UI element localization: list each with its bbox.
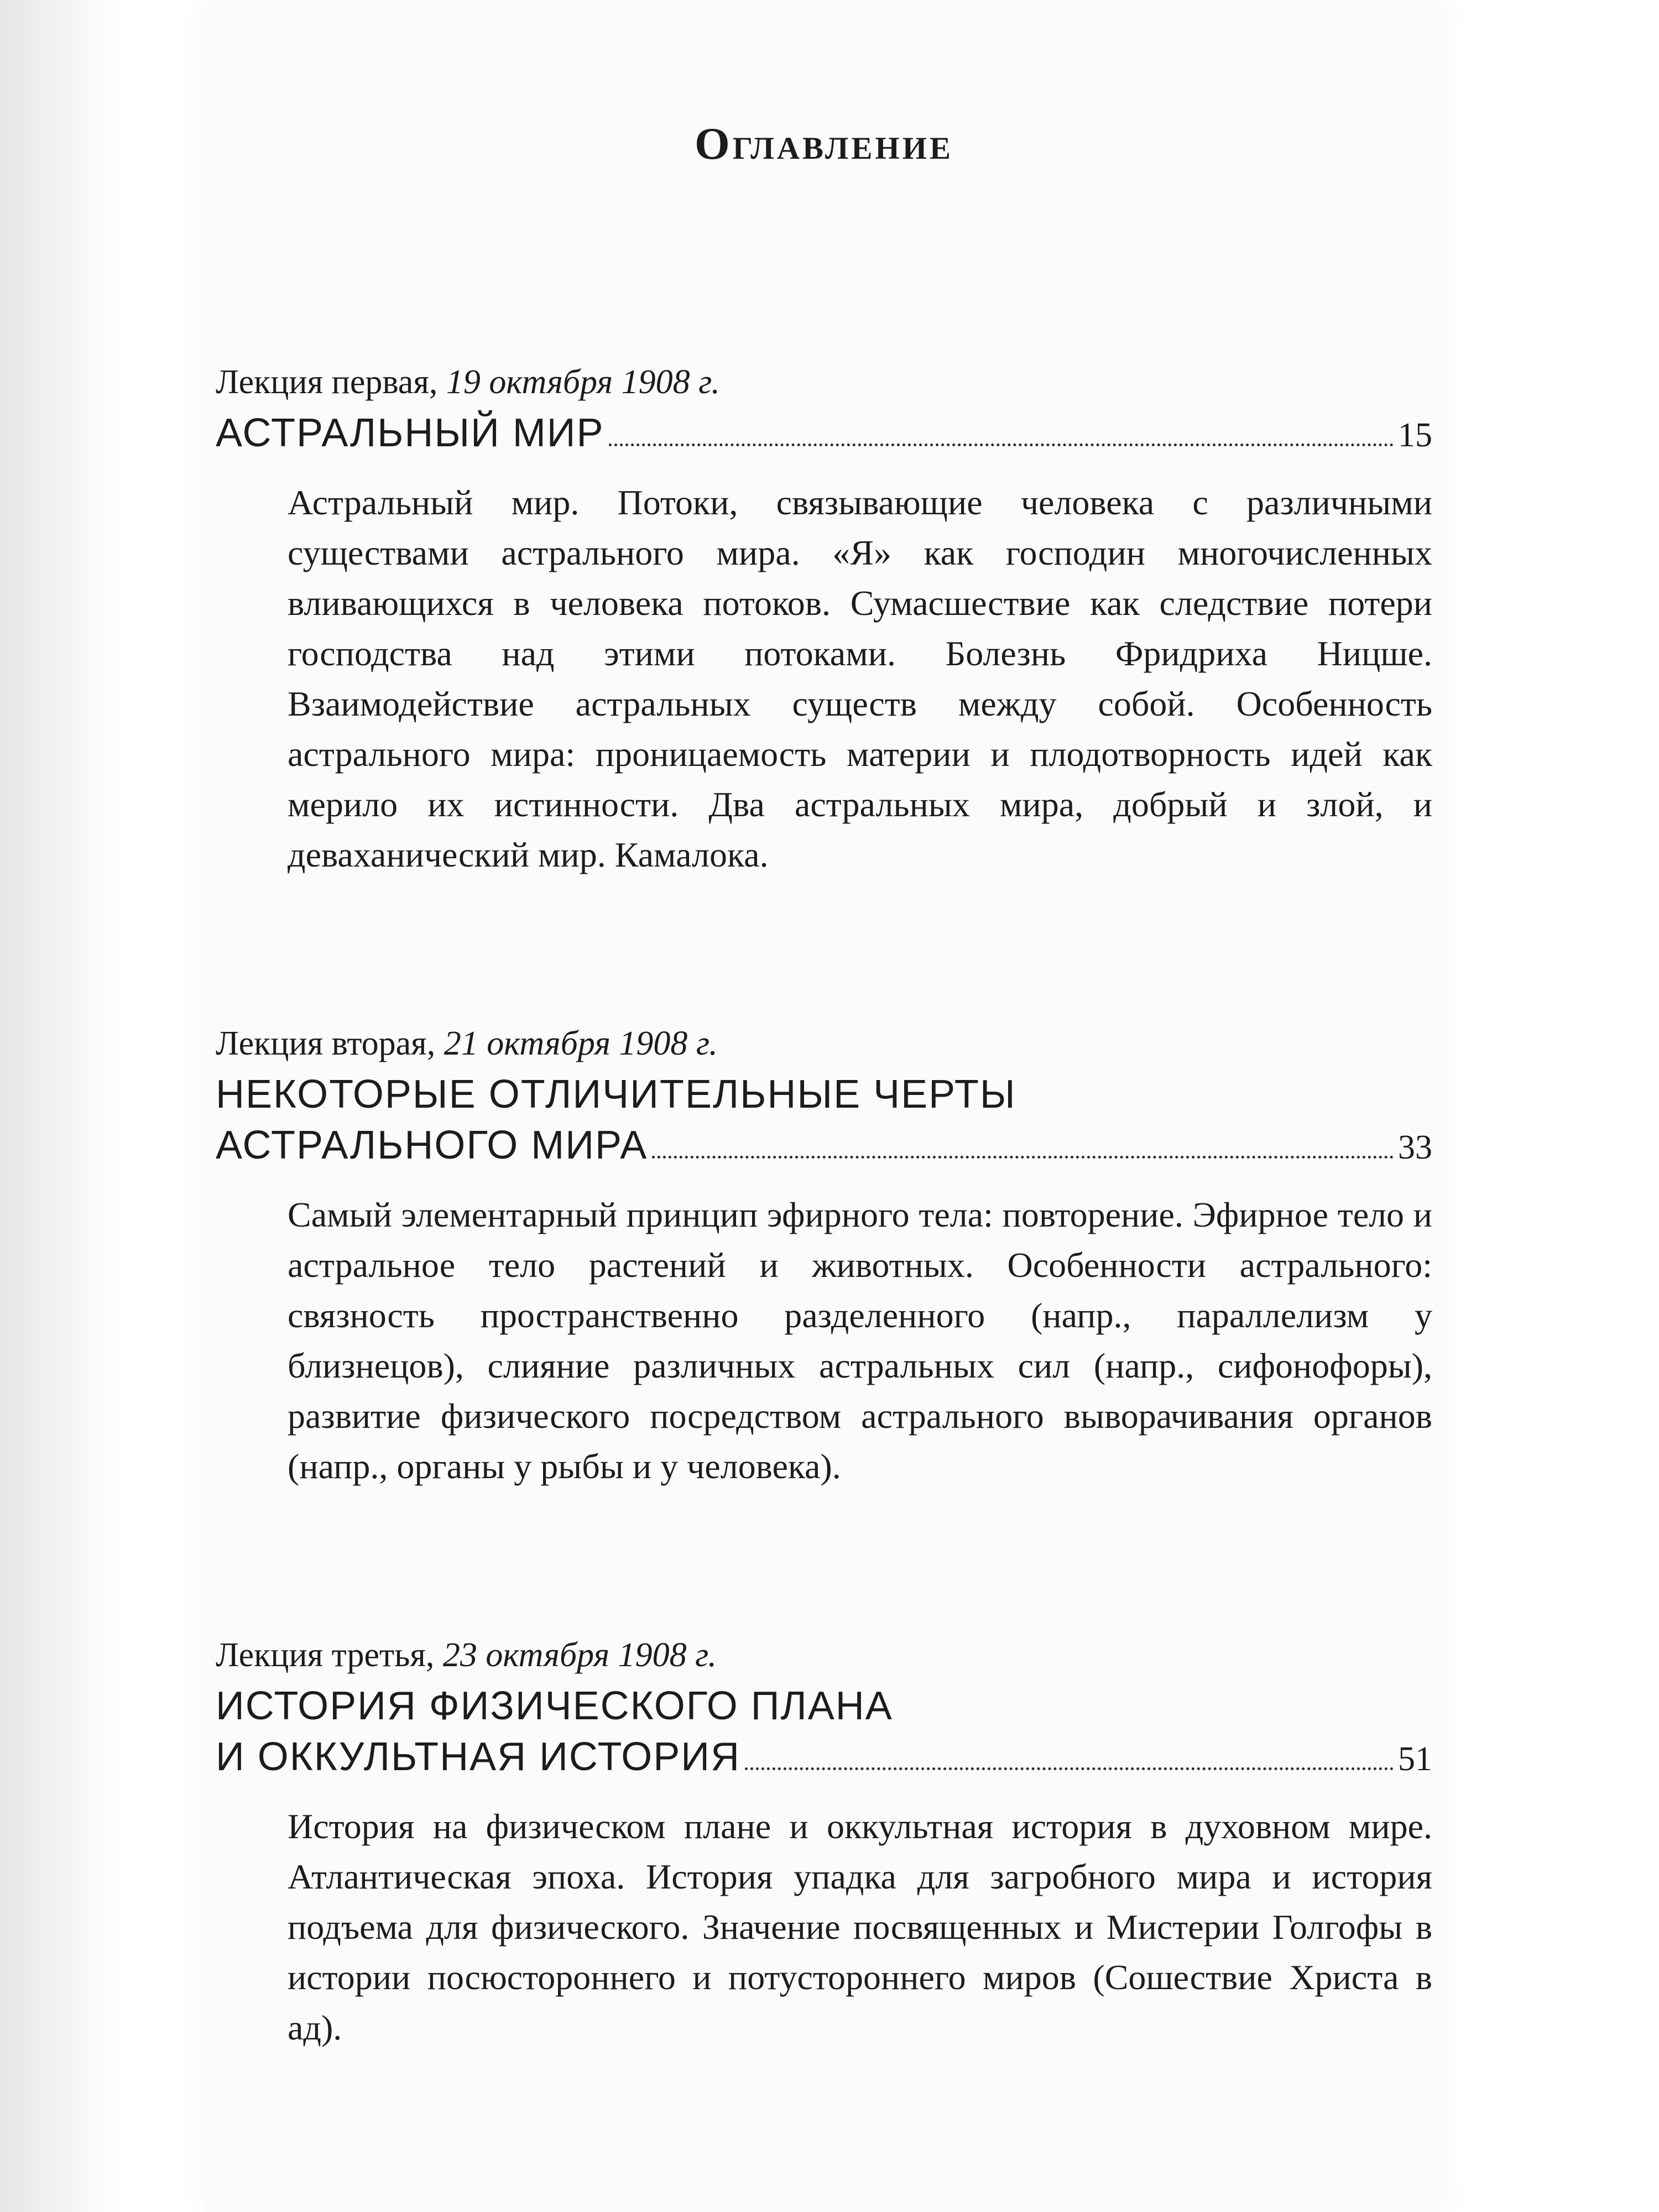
lecture-number: Лекция первая,: [216, 363, 446, 401]
lecture-summary: История на физическом плане и оккультная история в духовном мире. Атлантическая эпоха. История упадка для загробного мира и история подъема для физического. Значение посвященных и Мистерии Голгофы в истории посюстороннего и потустороннего миров (Сошествие Христа в ад).: [288, 1807, 1432, 2047]
lecture-summary: Самый элементарный принцип эфирного тела: повторение. Эфирное тело и астральное тело растений и животных. Особенности астрального: связность пространственно разделенного (напр., параллелизм у близнецов), слияние различных астральных сил (напр., сифонофоры), развитие физического посредством астрального выворачивания органов (напр., органы у рыбы и у человека).: [288, 1195, 1432, 1486]
toc-entry-lecture-2: [216, 1018, 1432, 1491]
lecture-heading: [216, 1018, 1432, 1069]
lecture-title: [216, 1069, 1432, 1173]
lecture-number: Лекция вторая,: [216, 1025, 444, 1062]
lecture-date: 19 октября 1908 г.: [446, 363, 720, 401]
lecture-title-line: АСТРАЛЬНОГО МИРА: [216, 1123, 648, 1167]
lecture-title-line: И ОККУЛЬТНАЯ ИСТОРИЯ: [216, 1735, 740, 1779]
toc-entry-lecture-3: [216, 1630, 1432, 2053]
lecture-date: 23 октября 1908 г.: [442, 1636, 717, 1674]
dot-leader: [745, 1767, 1394, 1770]
page-number: 15: [1398, 416, 1432, 454]
lecture-title: [216, 1681, 1432, 1785]
page-number: 51: [1398, 1740, 1432, 1778]
lecture-heading: [216, 357, 1432, 408]
toc-content: [216, 113, 1432, 2191]
lecture-summary: Астральный мир. Потоки, связывающие человека с различными существами астрального мира. «Я» как господин многочисленных вливающихся в человека потоков. Сумасшествие как следствие потери господства над этими потоками. Болезнь Фридриха Ницше. Взаимодействие астральных существ между собой. Особенность астрального мира: проницаемость материи и плодотворность идей как мерило их истинности. Два астральных мира, добрый и злой, и деваханический мир. Камалока.: [288, 483, 1432, 874]
lecture-title-line: ИСТОРИЯ ФИЗИЧЕСКОГО ПЛАНА: [216, 1684, 893, 1728]
lecture-title-line: НЕКОТОРЫЕ ОТЛИЧИТЕЛЬНЫЕ ЧЕРТЫ: [216, 1072, 1016, 1117]
dot-leader: [609, 444, 1394, 446]
page-number: 33: [1398, 1129, 1432, 1166]
lecture-title-line: АСТРАЛЬНЫЙ МИР: [216, 411, 604, 455]
lecture-heading: [216, 1630, 1432, 1681]
lecture-number: Лекция третья,: [216, 1636, 443, 1674]
lecture-title: [216, 408, 1432, 461]
book-spine-shadow: [0, 0, 122, 2212]
toc-entry-lecture-1: [216, 357, 1432, 880]
lecture-date: 21 октября 1908 г.: [444, 1025, 718, 1062]
toc-title: Оглавление: [694, 118, 954, 169]
dot-leader: [652, 1156, 1394, 1159]
